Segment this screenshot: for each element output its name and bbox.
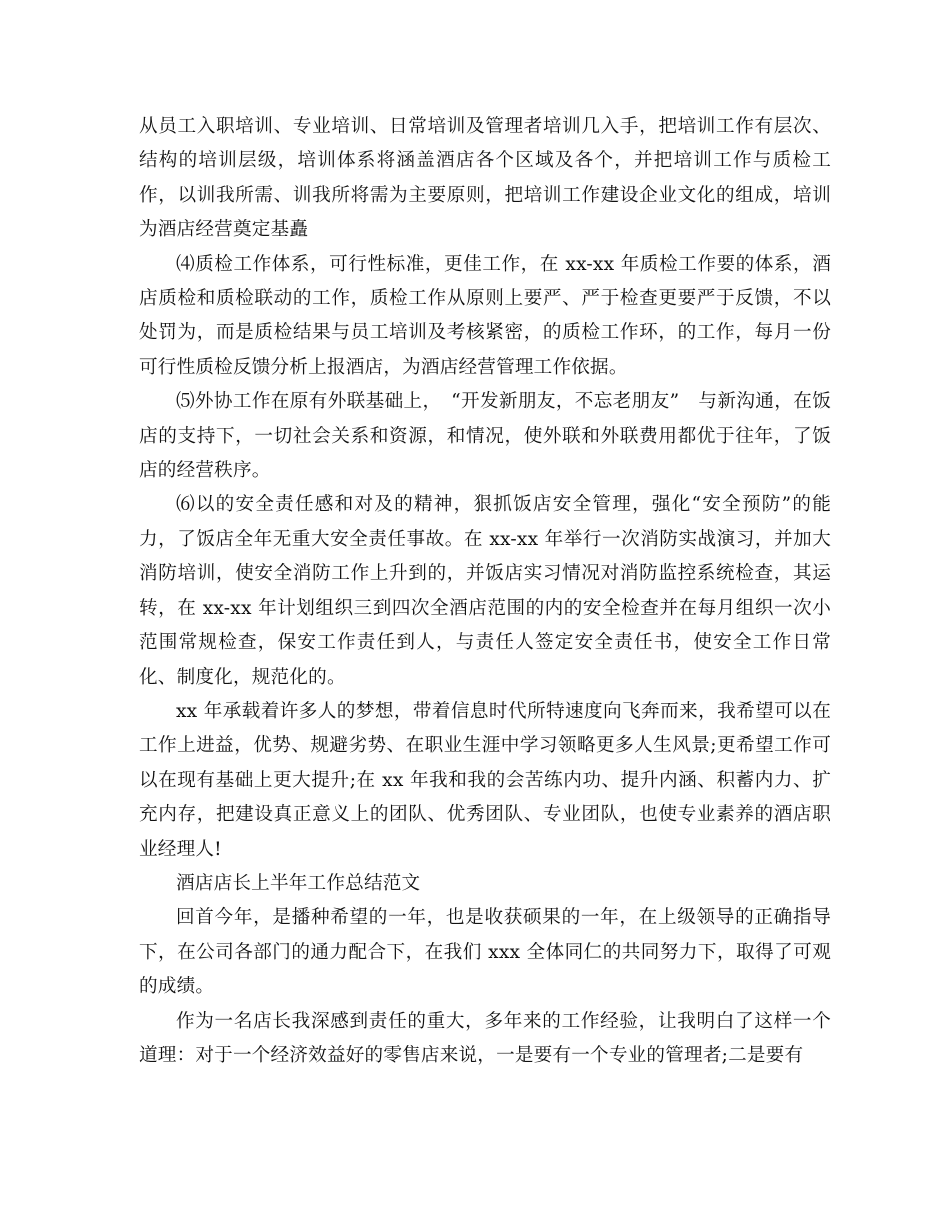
paragraph-quality-inspection: ⑷质检工作体系，可行性标准，更佳工作，在 xx-xx 年质检工作要的体系，酒店质检和质检联动的工作，质检工作从原则上要严、严于检查更要严于反馈，不以处罚为，而是质检结果与员工培训及考核紧密，的质检工作环，的工作，每月一份可行性质检反馈分析上报酒店，为酒店经营管理工作依据。 [139,253,831,378]
paragraph-training: 从员工入职培训、专业培训、日常培训及管理者培训几入手，把培训工作有层次、结构的培训层级，培训体系将涵盖酒店各个区域及各个，并把培训工作与质检工作，以训我所需、训我所将需为主要原则，把培训工作建设企业文化的组成，培训为酒店经营奠定基矗 [139,116,831,241]
paragraph-review: 回首今年，是播种希望的一年，也是收获硕果的一年，在上级领导的正确指导下，在公司各部门的通力配合下，在我们 xxx 全体同仁的共同努力下，取得了可观的成绩。 [139,907,831,998]
paragraph-new-year-hopes: xx 年承载着许多人的梦想，带着信息时代所特速度向飞奔而来，我希望可以在工作上进益，优势、规避劣势、在职业生涯中学习领略更多人生风景;更希望工作可以在现有基础上更大提升;在 xx 年我和我的会苦练内功、提升内涵、积蓄内力、扩充内存，把建设真正意义上的团队、优秀团队、专业团队，也使专业素养的酒店职业经理人! [139,700,831,860]
document-body [139,110,831,1073]
section-title: 酒店店长上半年工作总结范文 [176,872,421,894]
paragraph-store-manager: 作为一名店长我深感到责任的重大，多年来的工作经验，让我明白了这样一个道理：对于一个经济效益好的零售店来说，一是要有一个专业的管理者;二是要有 [139,1010,831,1066]
paragraph-safety-management: ⑹以的安全责任感和对及的精神，狠抓饭店安全管理，强化“安全预防”的能力，了饭店全年无重大安全责任事故。在 xx-xx 年举行一次消防实战演习，并加大消防培训，使安全消防工作上升到的，并饭店实习情况对消防监控系统检查，其运转，在 xx-xx 年计划组织三到四次全酒店范围的内的安全检查并在每月组织一次小范围常规检查，保安工作责任到人，与责任人签定安全责任书，使安全工作日常化、制度化，规范化的。 [139,494,831,688]
paragraph-external-relations: ⑸外协工作在原有外联基础上， “开发新朋友，不忘老朋友” 与新沟通，在饭店的支持下，一切社会关系和资源，和情况，使外联和外联费用都优于往年，了饭店的经营秩序。 [139,391,831,482]
